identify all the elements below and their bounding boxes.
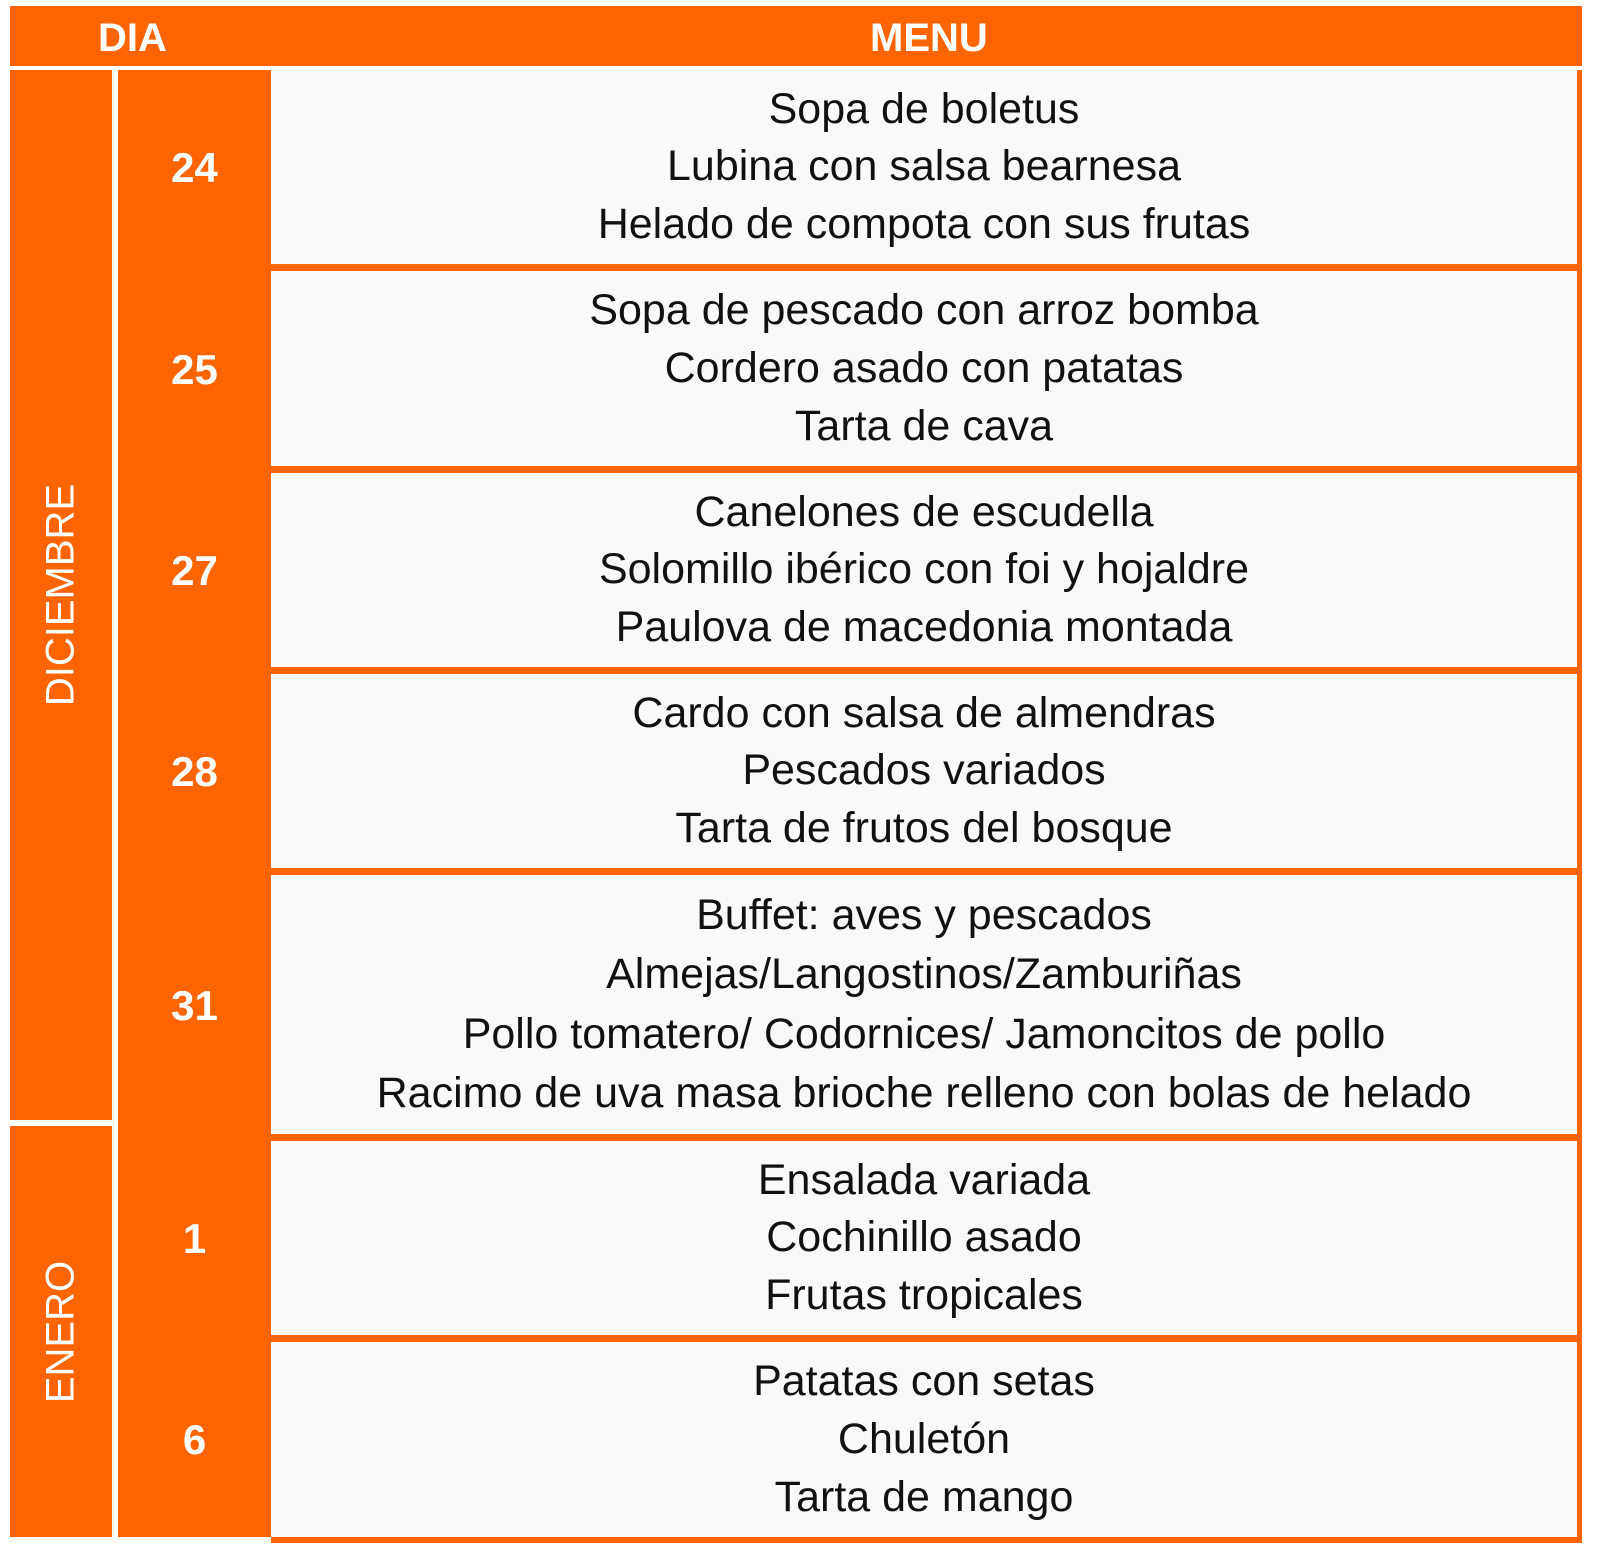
- dish-item: Sopa de pescado con arroz bomba: [589, 285, 1259, 334]
- dish-item: Sopa de boletus: [768, 84, 1080, 133]
- day-column: [118, 70, 271, 1537]
- row-separator: [271, 466, 1582, 473]
- dish-item: Racimo de uva masa brioche relleno con bolas de helado: [376, 1068, 1472, 1117]
- row-separator: [271, 1537, 1582, 1543]
- menu-cell: [271, 1141, 1582, 1335]
- dish-item: Patatas con setas: [753, 1356, 1095, 1405]
- dish-item: Cochinillo asado: [766, 1213, 1082, 1262]
- month-enero: [10, 1126, 112, 1537]
- day-number: 31: [171, 982, 218, 1029]
- menu-cell: [271, 70, 1582, 264]
- month-label: ENERO: [38, 1260, 83, 1403]
- menu-cell: [271, 1342, 1582, 1537]
- dish-item: Paulova de macedonia montada: [615, 603, 1233, 652]
- row-separator: [271, 667, 1582, 674]
- month-diciembre: [10, 70, 112, 1120]
- menu-cell: [271, 271, 1582, 466]
- dish-item: Buffet: aves y pescados: [696, 891, 1152, 940]
- dish-item: Lubina con salsa bearnesa: [667, 142, 1181, 191]
- row-separator: [271, 1134, 1582, 1141]
- table-header: [10, 6, 1582, 66]
- dish-item: Ensalada variada: [757, 1155, 1091, 1204]
- menu-cell: [271, 875, 1582, 1134]
- day-number: 28: [171, 748, 218, 795]
- header-dia: DIA: [98, 16, 167, 60]
- month-label: DICIEMBRE: [38, 483, 83, 707]
- dish-item: Tarta de frutos del bosque: [675, 804, 1173, 853]
- day-number: 24: [171, 144, 218, 191]
- dish-item: Pollo tomatero/ Codornices/ Jamoncitos de pollo: [462, 1009, 1386, 1058]
- dish-item: Tarta de cava: [794, 401, 1054, 450]
- day-number: 6: [182, 1416, 207, 1463]
- dish-item: Frutas tropicales: [765, 1271, 1083, 1320]
- row-separator: [271, 868, 1582, 875]
- day-number: 25: [171, 346, 218, 393]
- dish-item: Solomillo ibérico con foi y hojaldre: [598, 545, 1250, 594]
- row-separator: [271, 264, 1582, 271]
- dish-item: Chuletón: [837, 1414, 1011, 1463]
- dish-item: Almejas/Langostinos/Zamburiñas: [606, 950, 1242, 999]
- dish-item: Cordero asado con patatas: [664, 343, 1184, 392]
- day-number: 1: [182, 1215, 207, 1262]
- menu-cell: [271, 674, 1582, 868]
- dish-item: Tarta de mango: [774, 1472, 1074, 1521]
- dish-item: Pescados variados: [742, 746, 1106, 795]
- dish-item: Helado de compota con sus frutas: [597, 200, 1251, 249]
- row-separator: [271, 1335, 1582, 1342]
- day-number: 27: [171, 547, 218, 594]
- dish-item: Cardo con salsa de almendras: [632, 688, 1216, 737]
- dish-item: Canelones de escudella: [694, 487, 1154, 536]
- menu-cell: [271, 473, 1582, 667]
- header-menu: MENU: [870, 16, 988, 60]
